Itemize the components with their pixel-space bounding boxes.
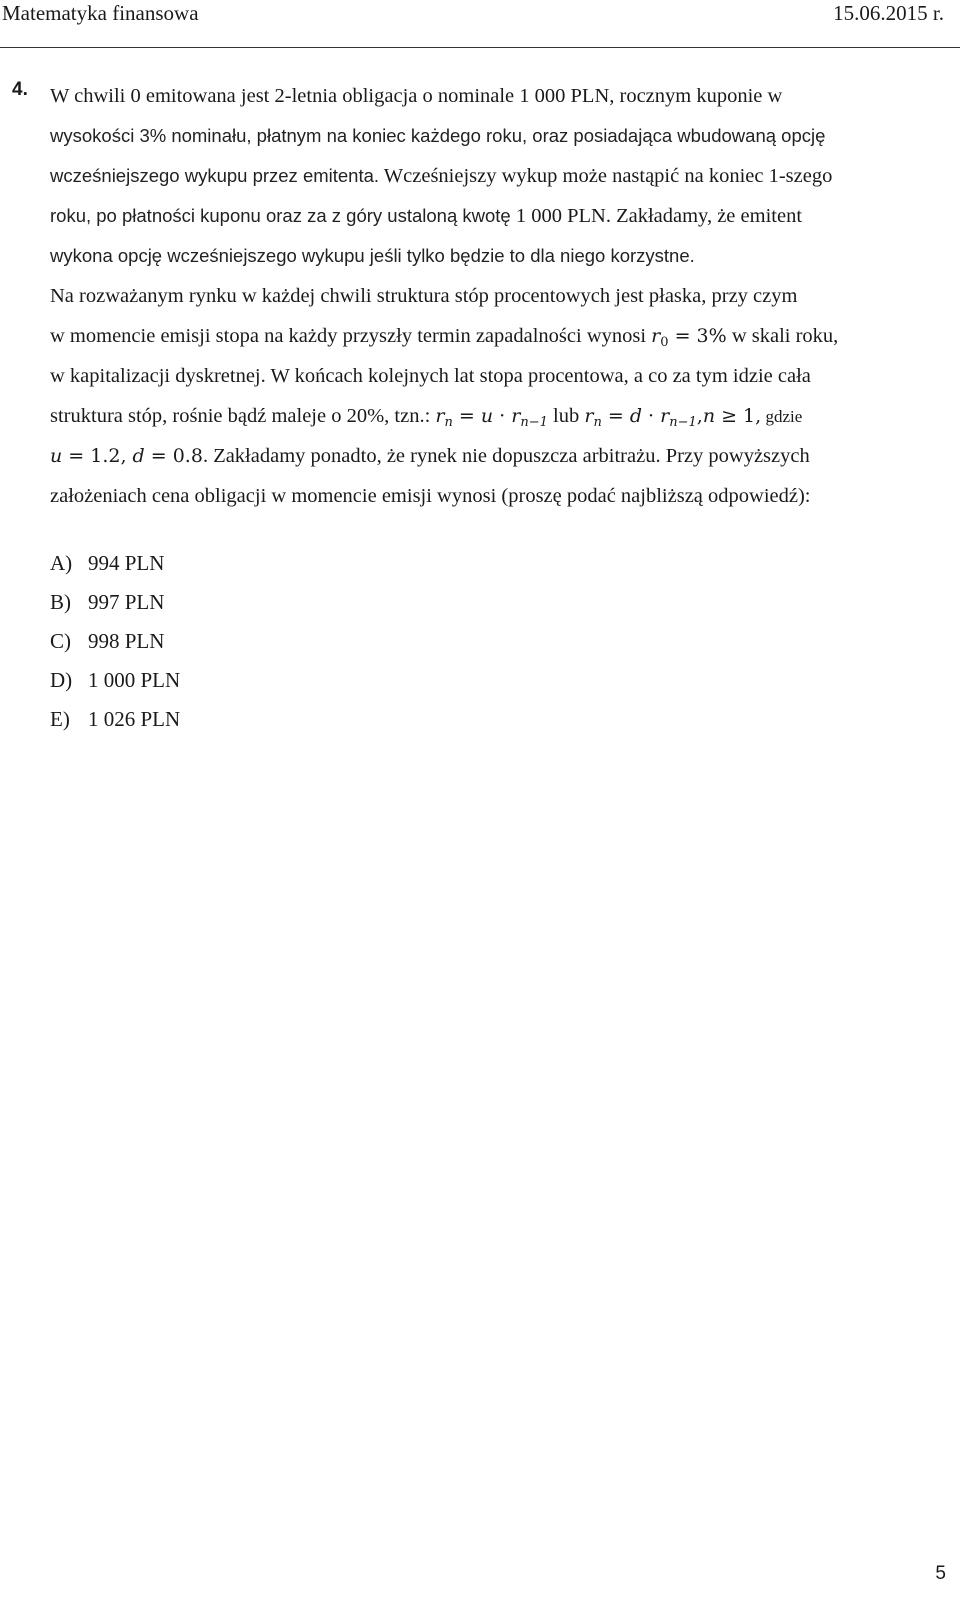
problem-line-4c: Zakładamy, że emitent bbox=[610, 205, 803, 227]
problem-line-10: u = 1.2, d = 0.8. Zakładamy ponadto, że rynek nie dopuszcza arbitrażu. Przy powyższych bbox=[50, 445, 810, 467]
math-rn-down: $r_n$ bbox=[584, 405, 602, 430]
problem-line-7a: w momencie emisji stopa na każdy przyszły termin zapadalności wynosi bbox=[50, 325, 652, 347]
problem-line-9a: struktura stóp, rośnie bądź maleje o 20%, tzn.: bbox=[50, 405, 436, 427]
header-rule bbox=[0, 47, 960, 48]
page-header bbox=[0, 0, 960, 48]
answer-a: A) 994 PLN bbox=[50, 551, 165, 575]
problem-line-11: założeniach cena obligacji w momencie emisji wynosi (proszę podać najbliższą odpowiedź): bbox=[50, 485, 811, 507]
answer-d: D) 1 000 PLN bbox=[50, 668, 181, 692]
problem-line-9: struktura stóp, rośnie bądź maleje o 20%, tzn.: $r_n = u \cdot r_{n-1}$ lub $r_n = d \cdot r_{n-1},n \ge 1$, gdzie bbox=[50, 405, 803, 430]
problem-line-3a: wcześniejszego wykupu przez emitenta. bbox=[50, 165, 380, 186]
problem-line-10a: . Zakładamy ponadto, że rynek nie dopuszcza arbitrażu. Przy powyższych bbox=[202, 445, 810, 467]
problem-line-6: Na rozważanym rynku w każdej chwili struktura stóp procentowych jest płaska, przy czym bbox=[50, 285, 798, 307]
problem-line-2: wysokości 3% nominału, płatnym na koniec każdego roku, oraz posiadająca wbudowaną opcję bbox=[50, 125, 826, 146]
problem-line-7b: w skali roku, bbox=[726, 325, 839, 347]
problem-line-7 bbox=[50, 316, 950, 356]
problem-line-4b: 1 000 PLN. bbox=[510, 205, 611, 227]
page-number: 5 bbox=[935, 1563, 946, 1584]
answer-options bbox=[50, 544, 180, 739]
header-date: 15.06.2015 r. bbox=[833, 1, 944, 25]
answer-e: E) 1 026 PLN bbox=[50, 707, 181, 731]
problem-line-4a: roku, po płatności kuponu oraz za z góry ustaloną kwotę bbox=[50, 205, 511, 226]
problem-line-3 bbox=[50, 156, 950, 196]
header-title: Matematyka finansowa bbox=[2, 1, 199, 25]
math-r0-value: = 3% bbox=[668, 325, 727, 347]
answer-b: B) 997 PLN bbox=[50, 590, 165, 614]
problem-line-4 bbox=[50, 196, 950, 236]
problem-line-8: w kapitalizacji dyskretnej. W końcach kolejnych lat stopa procentowa, a co za tym idzie cała bbox=[50, 365, 811, 387]
math-rn-up: $r_n$ bbox=[435, 405, 453, 430]
problem-number: 4. bbox=[12, 79, 28, 100]
answer-c: C) 998 PLN bbox=[50, 629, 165, 653]
problem-line-5: wykona opcję wcześniejszego wykupu jeśli tylko będzie to dla niego korzystne. bbox=[50, 245, 695, 266]
math-r0: $r_0$ bbox=[651, 325, 669, 350]
problem-4 bbox=[12, 76, 950, 516]
problem-line-1: W chwili 0 emitowana jest 2-letnia obligacja o nominale 1 000 PLN, rocznym kuponie w bbox=[50, 85, 783, 107]
problem-line-3b: Wcześniejszy wykup może nastąpić na koniec 1-szego bbox=[379, 165, 833, 187]
